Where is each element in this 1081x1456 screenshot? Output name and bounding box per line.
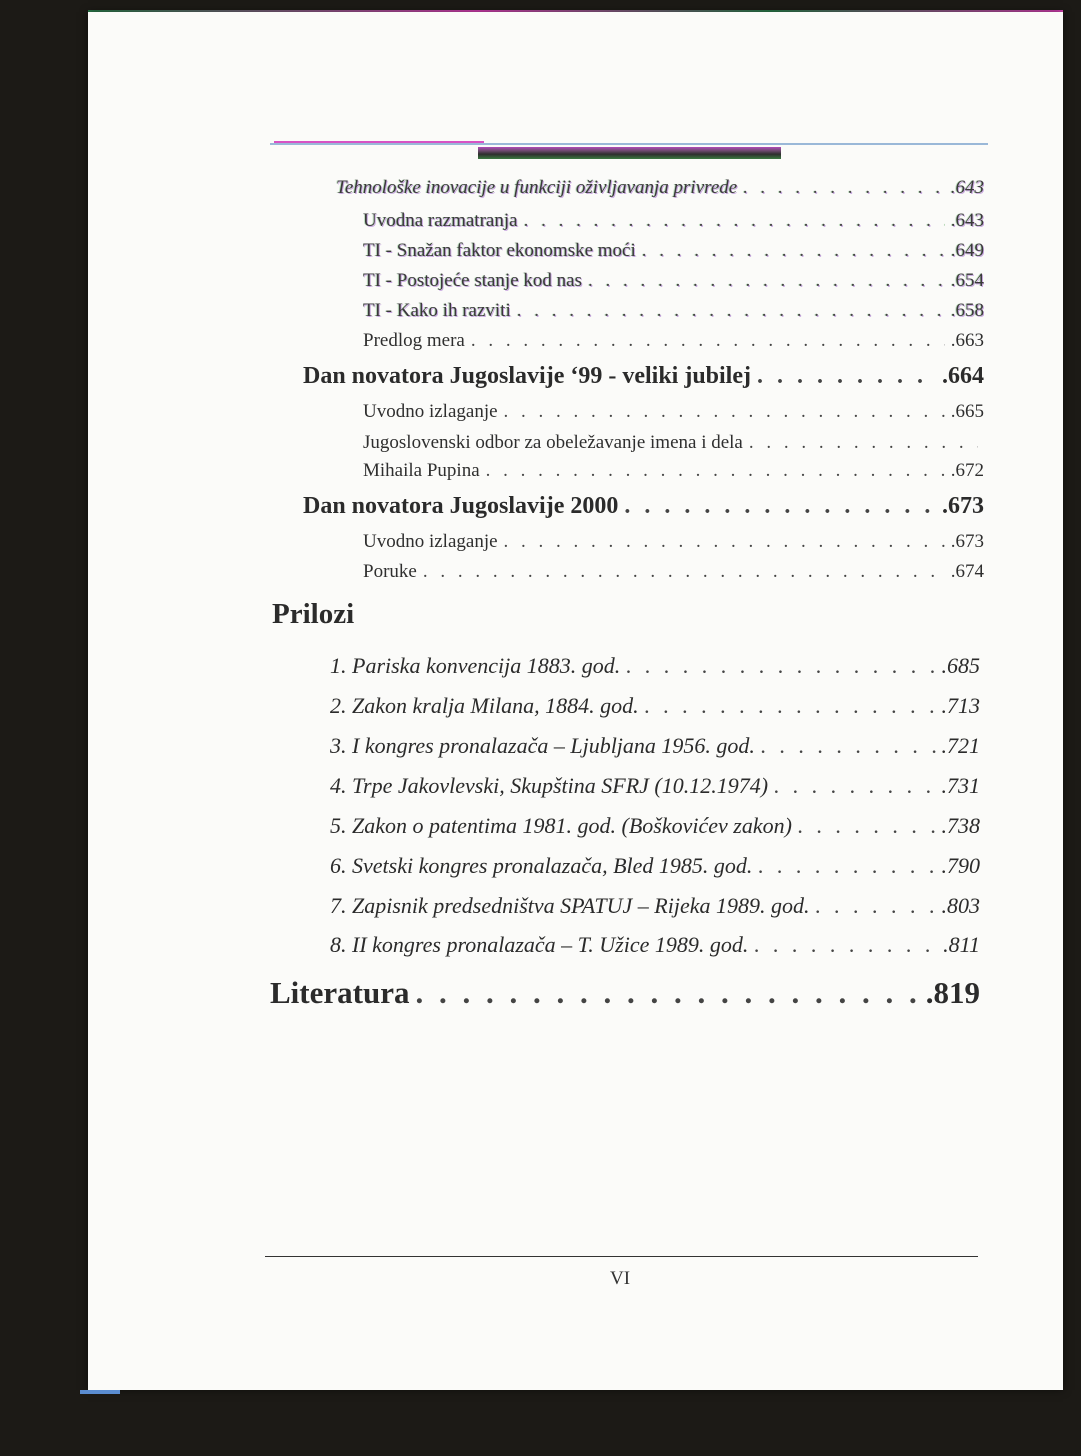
toc-entry-page: .654 [950, 270, 984, 291]
toc-entry[interactable] [363, 210, 984, 232]
appendix-page: .721 [941, 733, 980, 758]
page-bottom-edge [80, 1390, 120, 1394]
toc-entry-page: .643 [950, 177, 984, 198]
toc-entry-page: .674 [950, 561, 984, 582]
leader-dots [588, 270, 945, 292]
appendix-entry[interactable] [330, 653, 980, 679]
leader-dots [815, 893, 935, 919]
literature-label: Literatura [270, 975, 410, 1010]
header-bar [478, 147, 781, 159]
leader-dots [626, 653, 935, 679]
appendix-page: .713 [941, 693, 980, 718]
header-rule [270, 143, 988, 145]
toc-entry[interactable] [363, 300, 984, 322]
appendix-entry[interactable] [330, 733, 980, 759]
toc-entry-page: .665 [950, 401, 984, 422]
leader-dots [423, 561, 945, 583]
leader-dots [471, 330, 945, 352]
leader-dots [645, 693, 936, 719]
toc-entry-chapter-title[interactable] [336, 177, 984, 199]
leader-dots [757, 363, 936, 390]
toc-entry-page: .643 [950, 210, 984, 231]
leader-dots [504, 401, 945, 423]
appendix-label: 8. II kongres pronalazača – T. Užice 1989. god. [330, 932, 749, 957]
leader-dots [761, 733, 936, 759]
appendix-entry[interactable] [330, 932, 980, 958]
appendix-entry[interactable] [330, 693, 980, 719]
appendix-entry[interactable] [330, 773, 980, 799]
toc-entry-label: Jugoslovenski odbor za obeležavanje imena i dela [363, 432, 743, 453]
appendix-label: 3. I kongres pronalazača – Ljubljana 1956. god. [330, 733, 755, 758]
appendix-label: 4. Trpe Jakovlevski, Skupština SFRJ (10.12.1974) [330, 773, 769, 798]
toc-section-label: Dan novatora Jugoslavije ‘99 - veliki jubilej [303, 363, 751, 389]
appendix-label: 1. Pariska konvencija 1883. god. [330, 653, 621, 678]
toc-entry-page: .673 [950, 531, 984, 552]
leader-dots [642, 240, 945, 262]
prilozi-heading: Prilozi [272, 598, 355, 630]
leader-dots [749, 432, 978, 454]
leader-dots [743, 177, 945, 199]
toc-section-page: .664 [942, 363, 984, 389]
toc-entry-label: Predlog mera [363, 330, 465, 351]
toc-entry[interactable] [363, 240, 984, 262]
toc-entry-multiline-second[interactable] [363, 460, 984, 482]
toc-section-entry[interactable] [303, 363, 984, 390]
toc-entry-label: Uvodno izlaganje [363, 401, 498, 422]
appendix-entry[interactable] [330, 813, 980, 839]
toc-entry-label: Mihaila Pupina [363, 460, 480, 481]
appendix-label: 5. Zakon o patentima 1981. god. (Boškovićev zakon) [330, 813, 792, 838]
leader-dots [517, 300, 945, 322]
page-number: VI [609, 1268, 631, 1289]
toc-entry[interactable] [363, 270, 984, 292]
appendix-page: .803 [941, 893, 980, 918]
toc-entry-page: .658 [950, 300, 984, 321]
leader-dots [524, 210, 945, 232]
leader-dots [486, 460, 945, 482]
appendix-page: .731 [941, 773, 980, 798]
toc-section-page: .673 [942, 493, 984, 519]
appendix-page: .738 [941, 813, 980, 838]
leader-dots [415, 975, 919, 1011]
appendix-page: .811 [943, 932, 980, 957]
appendix-page: .685 [941, 653, 980, 678]
toc-entry-label: TI - Snažan faktor ekonomske moći [363, 240, 636, 261]
toc-entry[interactable] [363, 531, 984, 553]
leader-dots [624, 493, 936, 520]
toc-entry-label: Tehnološke inovacije u funkciji oživljavanja privrede [336, 177, 738, 198]
literature-entry[interactable] [270, 975, 980, 1011]
toc-section-entry[interactable] [303, 493, 984, 520]
leader-dots [774, 773, 935, 799]
appendix-label: 7. Zapisnik predsedništva SPATUJ – Rijeka 1989. god. [330, 893, 810, 918]
appendix-entry[interactable] [330, 853, 980, 879]
leader-dots [798, 813, 936, 839]
toc-entry-page: .663 [950, 330, 984, 351]
literature-page: .819 [925, 975, 980, 1010]
footer-rule [265, 1256, 978, 1257]
appendix-label: 6. Svetski kongres pronalazača, Bled 1985. god. [330, 853, 753, 878]
toc-entry-multiline-first[interactable] [363, 432, 984, 454]
toc-entry[interactable] [363, 401, 984, 423]
appendix-page: .790 [941, 853, 980, 878]
toc-entry-page: .649 [950, 240, 984, 261]
toc-entry-label: Uvodna razmatranja [363, 210, 518, 231]
leader-dots [758, 853, 935, 879]
leader-dots [504, 531, 945, 553]
toc-entry[interactable] [363, 330, 984, 352]
toc-entry-label: Poruke [363, 561, 417, 582]
toc-entry-label: TI - Postojeće stanje kod nas [363, 270, 582, 291]
toc-section-label: Dan novatora Jugoslavije 2000 [303, 493, 619, 519]
leader-dots [754, 932, 937, 958]
appendix-entry[interactable] [330, 893, 980, 919]
toc-entry-page: .672 [950, 460, 984, 481]
appendix-label: 2. Zakon kralja Milana, 1884. god. [330, 693, 639, 718]
toc-entry[interactable] [363, 561, 984, 583]
toc-entry-label: TI - Kako ih razviti [363, 300, 511, 321]
toc-entry-label: Uvodno izlaganje [363, 531, 498, 552]
